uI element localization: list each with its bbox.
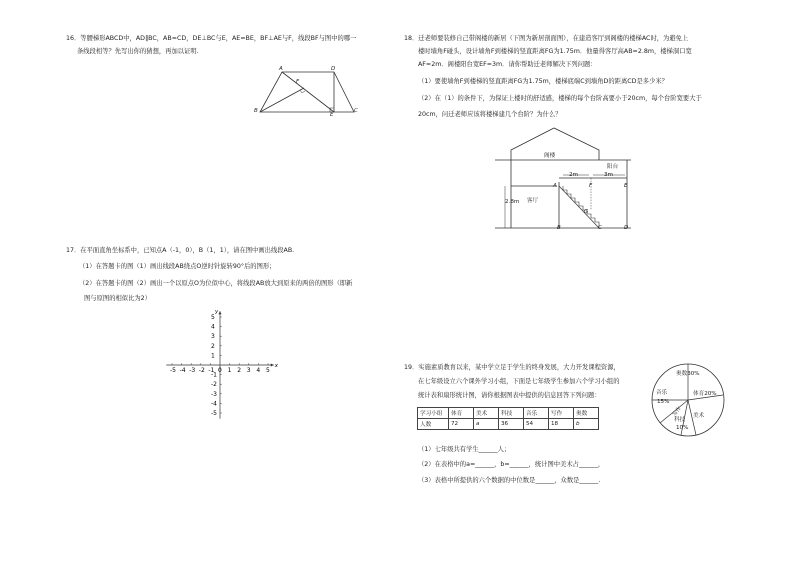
q17-sub2b: 图与原图的相似比为2）: [84, 295, 151, 302]
q18-sub1: （1）要使墙角F到楼梯的竖直距离FG为1.75m，楼梯底端C到墙角D的距离CD是多少米？: [418, 78, 668, 85]
table-header-cell: 学习小组: [418, 408, 449, 419]
table-header-cell: 奥数: [574, 408, 599, 419]
x-tick-label: 4: [256, 367, 261, 374]
pie-label-keji: 科技: [674, 417, 686, 423]
table-cell: 18: [549, 419, 574, 430]
x-tick-label: 2: [237, 367, 242, 374]
x-tick-label: -1: [208, 367, 215, 374]
pie-label-yinyue: 音乐: [656, 390, 668, 396]
pie-label-yinyue-pct: 15%: [657, 399, 670, 405]
x-tick-label: -3: [189, 367, 196, 374]
q18-line3: AF=2m．阁楼阳台宽EF=3m．请你帮助迁老师解决下列问题：: [418, 61, 597, 68]
q16-label-d: D: [331, 66, 336, 72]
q18-sub2: （2）在（1）的条件下，为保证上楼时的舒适感，楼梯的每个台阶高要小于20cm，每个台阶宽要大于: [418, 95, 702, 102]
q17-sub1: （1）在答题卡的图（1）画出线段AB绕点O逆时针旋转90°后的图形；: [79, 263, 276, 270]
pie-label-aoshu: 奥数30%: [676, 371, 700, 377]
y-tick-label: 4: [211, 323, 215, 331]
q18-fig-width-3m: 3m: [604, 172, 614, 178]
q17-sub2: （2）在答题卡的图（2）画出一个以原点O为位似中心，将线段AB放大到原来的两倍的图形（即新: [79, 280, 353, 287]
q18-fig-e: E: [624, 183, 628, 189]
q16-label-e: E: [330, 112, 334, 118]
x-tick-label: 5: [266, 367, 270, 374]
q17-line1: 17．在平面直角坐标系中，已知点A（-1，0），B（1，1），请在图中画出线段AB.: [66, 247, 295, 254]
y-tick-label: 1: [211, 352, 215, 360]
x-tick-label: -5: [170, 367, 176, 374]
table-header-cell: 科技: [499, 408, 524, 419]
y-tick-label: 2: [211, 342, 215, 350]
q18-fig-attic: 阁楼: [544, 153, 556, 159]
q16-label-a: A: [279, 66, 283, 72]
x-tick-label: 0: [218, 367, 222, 374]
q19-stat-table: [417, 407, 599, 430]
q16-label-f: F: [296, 79, 300, 85]
table-cell: b: [574, 419, 599, 430]
table-row: [418, 408, 599, 419]
y-tick-label: -1: [211, 371, 217, 379]
x-axis-arrow: [271, 364, 274, 367]
y-tick-label: -3: [211, 390, 217, 398]
q19-sub1: （1）七年级共有学生______人；: [418, 446, 511, 453]
q18-fig-c: C: [598, 225, 602, 231]
y-tick-label: -4: [211, 400, 217, 408]
q18-fig-g: G: [584, 209, 589, 215]
q18-fig-b: B: [557, 225, 561, 231]
q18-sub2b: 20cm，问迁老师应该将楼梯建几个台阶？为什么？: [418, 111, 562, 118]
table-header-cell: 写作: [549, 408, 574, 419]
q18-fig-width-2m: 2m: [569, 172, 579, 178]
table-cell: 人数: [418, 419, 449, 430]
q18-fig-f: F: [589, 183, 593, 189]
table-row: [418, 419, 599, 430]
q16-label-c: C: [354, 108, 358, 114]
pie-label-meishu: 美术: [693, 413, 705, 419]
table-header-cell: 音乐: [524, 408, 549, 419]
x-tick-label: 3: [246, 367, 251, 374]
x-axis-label: x: [274, 363, 279, 369]
pie-label-xiezuo: 写作: [671, 405, 683, 418]
table-cell: 36: [499, 419, 524, 430]
pie-label-tiyu: 体育20%: [693, 391, 717, 397]
q19-sub2: （2）在表格中的a=______，b=______，统计图中美术占______，: [418, 461, 605, 468]
y-tick-label: 5: [211, 314, 215, 321]
q19-sub3: （3）表格中所提供的六个数据的中位数是______，众数是______.: [418, 477, 601, 484]
q18-fig-a: A: [553, 183, 557, 189]
q18-fig-d: D: [624, 225, 629, 231]
table-header-cell: 美术: [474, 408, 499, 419]
q18-fig-living: 客厅: [527, 198, 539, 204]
q18-fig-balcony: 阳台: [607, 164, 619, 170]
y-axis-label: y: [215, 309, 219, 316]
table-cell: a: [474, 419, 499, 430]
y-tick-label: -5: [211, 410, 217, 417]
q18-line2: 楼时墙角F碰头，设计墙角F到楼梯的竖直距离FG为1.75m．他量得客厅高AB=2.8m，楼梯洞口宽: [418, 48, 692, 55]
y-axis-arrow: [219, 311, 222, 314]
pie-label-keji-pct: 10%: [676, 425, 689, 431]
q16-trapezoid-figure: [250, 64, 360, 120]
q18-line1: 18．迁老师要装修自己带阁楼的新居（下图为新居剖面图），在建造客厅到阁楼的楼梯AC时，为避免上: [404, 35, 689, 42]
table-cell: 72: [449, 419, 474, 430]
table-cell: 54: [524, 419, 549, 430]
table-header-cell: 体育: [449, 408, 474, 419]
q18-fig-height: 2.8m: [505, 199, 520, 205]
x-tick-label: -4: [179, 367, 186, 374]
q17-coordinate-plane: [168, 305, 288, 415]
x-tick-label: -2: [198, 367, 205, 374]
q16-line2: 条线段相等？先写出你的猜想，再加以证明.: [77, 48, 199, 55]
y-tick-label: -2: [211, 381, 217, 389]
q16-label-b: B: [254, 108, 258, 114]
y-tick-label: 3: [211, 333, 215, 341]
x-tick-label: 1: [227, 367, 232, 374]
q16-line1: 16．等腰梯形ABCD中，AD∥BC，AB=CD，DE⊥BC与E，AE=BE，BF⊥AE与F，线段BF与图中的哪一: [66, 35, 357, 42]
q19-line3: 统计表和扇形统计图，请你根据图表中提供的信息回答下列问题：: [418, 392, 601, 399]
q19-line2: 在七年级设立六个课外学习小组，下面是七年级学生参加六个学习小组的: [418, 378, 620, 385]
q19-line1: 19．实施素质教育以来，某中学立足于学生的终身发展，大力开发课程资源，: [404, 364, 620, 371]
